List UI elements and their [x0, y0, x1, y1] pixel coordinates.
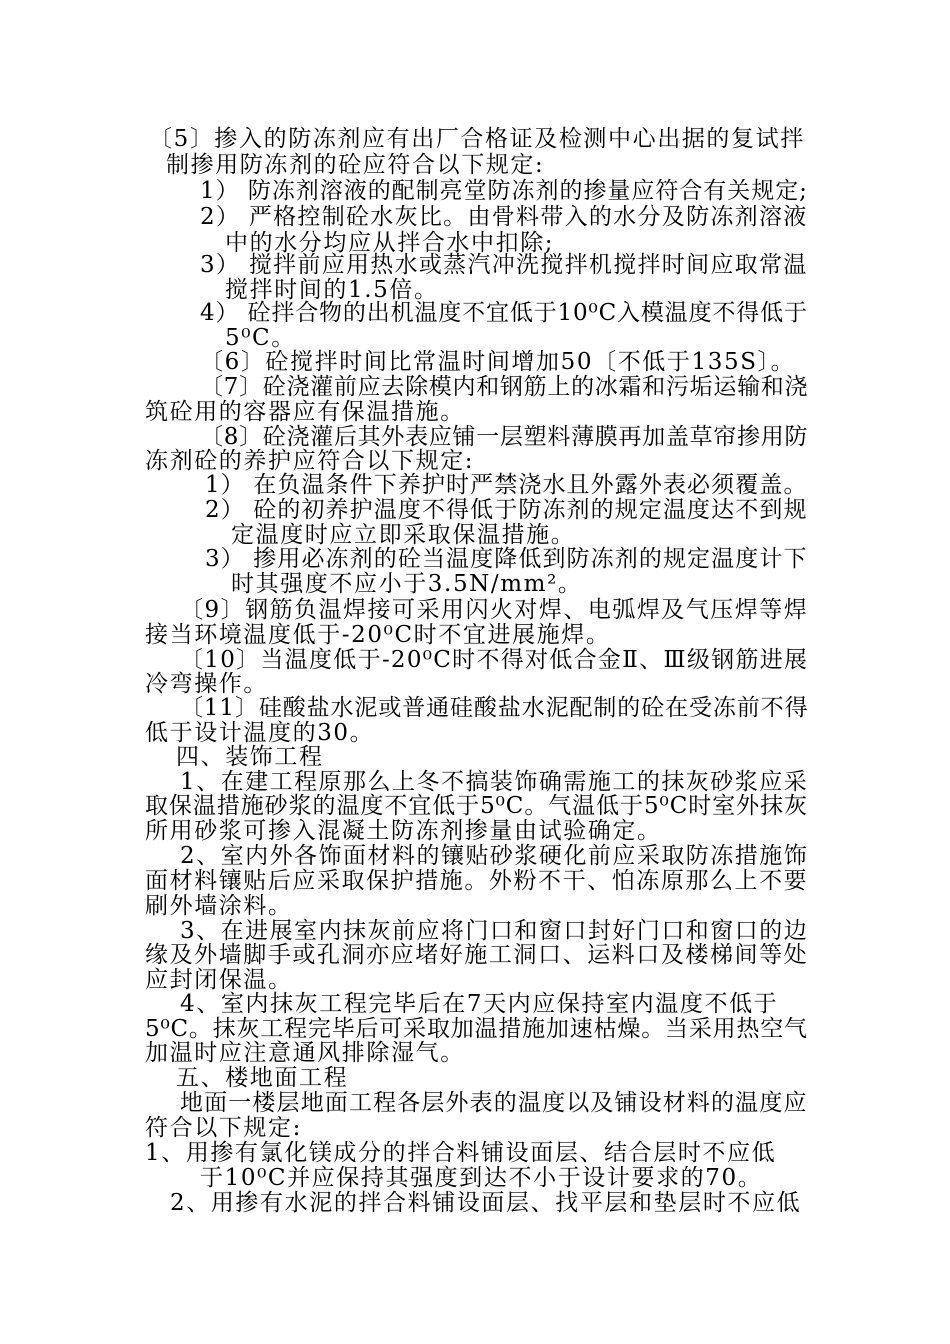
section-heading: 五、楼地面工程 [176, 1065, 349, 1091]
text-line: 中的水分均应从拌合水中扣除; [225, 230, 555, 256]
text-line: 于10⁰C并应保持其强度到达不小于设计要求的70。 [200, 1165, 763, 1191]
text-line: 应封闭保温。 [145, 967, 293, 993]
text-line: 〔7〕砼浇灌前应去除模内和钢筋上的冰霜和污垢运输和浇 [200, 374, 809, 400]
text-line: 刷外墙涂料。 [145, 893, 293, 919]
text-line: 〔5〕掺入的防冻剂应有出厂合格证及检测中心出据的复试拌 [149, 126, 805, 152]
text-line: 低于设计温度的30。 [145, 720, 375, 746]
text-line: 面材料镶贴后应采取保护措施。外粉不干、怕冻原那么上不要 [145, 868, 809, 894]
text-line: 冻剂砼的养护应符合以下规定: [145, 448, 475, 474]
text-line: 所用砂浆可掺入混凝土防冻剂掺量由试验确定。 [145, 818, 662, 844]
text-line: 2） 砼的初养护温度不得低于防冻剂的规定温度达不到规 [205, 497, 808, 523]
text-line: 地面一楼层地面工程各层外表的温度以及铺设材料的温度应 [180, 1090, 808, 1116]
text-line: 接当环境温度低于-20⁰C时不宜进展施焊。 [145, 622, 611, 648]
section-heading: 四、装饰工程 [176, 744, 324, 770]
text-line: 5⁰C。抹灰工程完毕后可采取加温措施加速枯燥。当采用热空气 [145, 1016, 808, 1042]
text-line: 搅拌时间的1.5倍。 [225, 277, 439, 303]
text-line: 加温时应注意通风排除湿气。 [145, 1040, 465, 1066]
text-line: 5⁰C。 [225, 325, 296, 351]
text-line: 时其强度不应小于3.5N/mm²。 [231, 571, 583, 597]
text-line: 取保温措施砂浆的温度不宜低于5⁰C。气温低于5⁰C时室外抹灰 [145, 793, 808, 819]
text-line: 1、在建工程原那么上冬不搞装饰确需施工的抹灰砂浆应采 [180, 769, 809, 795]
text-line: 冷弯操作。 [145, 671, 268, 697]
text-line: 〔10〕当温度低于-20⁰C时不得对低合金Ⅱ、Ⅲ级钢筋进展 [180, 647, 809, 673]
text-line: 2） 严格控制砼水灰比。由骨料带入的水分及防冻剂溶液 [200, 204, 808, 230]
text-line: 3） 搅拌前应用热水或蒸汽冲洗搅拌机搅拌时间应取常温 [200, 252, 808, 278]
text-line: 4、室内抹灰工程完毕后在7天内应保持室内温度不低于 [180, 991, 779, 1017]
text-line: 〔11〕硅酸盐水泥或普通硅酸盐水泥配制的砼在受冻前不得 [180, 695, 809, 721]
text-line: 制掺用防冻剂的砼应符合以下规定: [166, 152, 545, 178]
text-line: 3） 掺用必冻剂的砼当温度降低到防冻剂的规定温度计下 [205, 546, 808, 572]
text-line: 2、室内外各饰面材料的镶贴砂浆硬化前应采取防冻措施饰 [180, 843, 809, 869]
text-line: 缘及外墙脚手或孔洞亦应堵好施工洞口、运料口及楼梯间等处 [145, 942, 809, 968]
text-line: 定温度时应立即采取保温措施。 [231, 522, 576, 548]
text-line: 1） 在负温条件下养护时严禁浇水且外露外表必须覆盖。 [205, 472, 808, 498]
text-line: 3、在进展室内抹灰前应将门口和窗口封好门口和窗口的边 [180, 918, 809, 944]
text-line: 1、用掺有氯化镁成分的拌合料铺设面层、结合层时不应低 [145, 1140, 777, 1166]
text-line: 〔6〕砼搅拌时间比常温时间增加50〔不低于135S〕。 [200, 349, 796, 375]
text-line: 1） 防冻剂溶液的配制亮堂防冻剂的掺量应符合有关规定; [200, 178, 808, 204]
text-line: 4） 砼拌合物的出机温度不宜低于10⁰C入模温度不得低于 [200, 300, 808, 326]
text-line: 筑砼用的容器应有保温措施。 [145, 399, 465, 425]
text-line: 符合以下规定: [145, 1115, 302, 1141]
text-line: 〔9〕钢筋负温焊接可采用闪火对焊、电弧焊及气压焊等焊 [180, 597, 809, 623]
text-line: 2、用掺有水泥的拌合料铺设面层、找平层和垫层时不应低 [170, 1190, 802, 1216]
text-line: 〔8〕砼浇灌后其外表应铺一层塑料薄膜再加盖草帘掺用防 [200, 424, 809, 450]
